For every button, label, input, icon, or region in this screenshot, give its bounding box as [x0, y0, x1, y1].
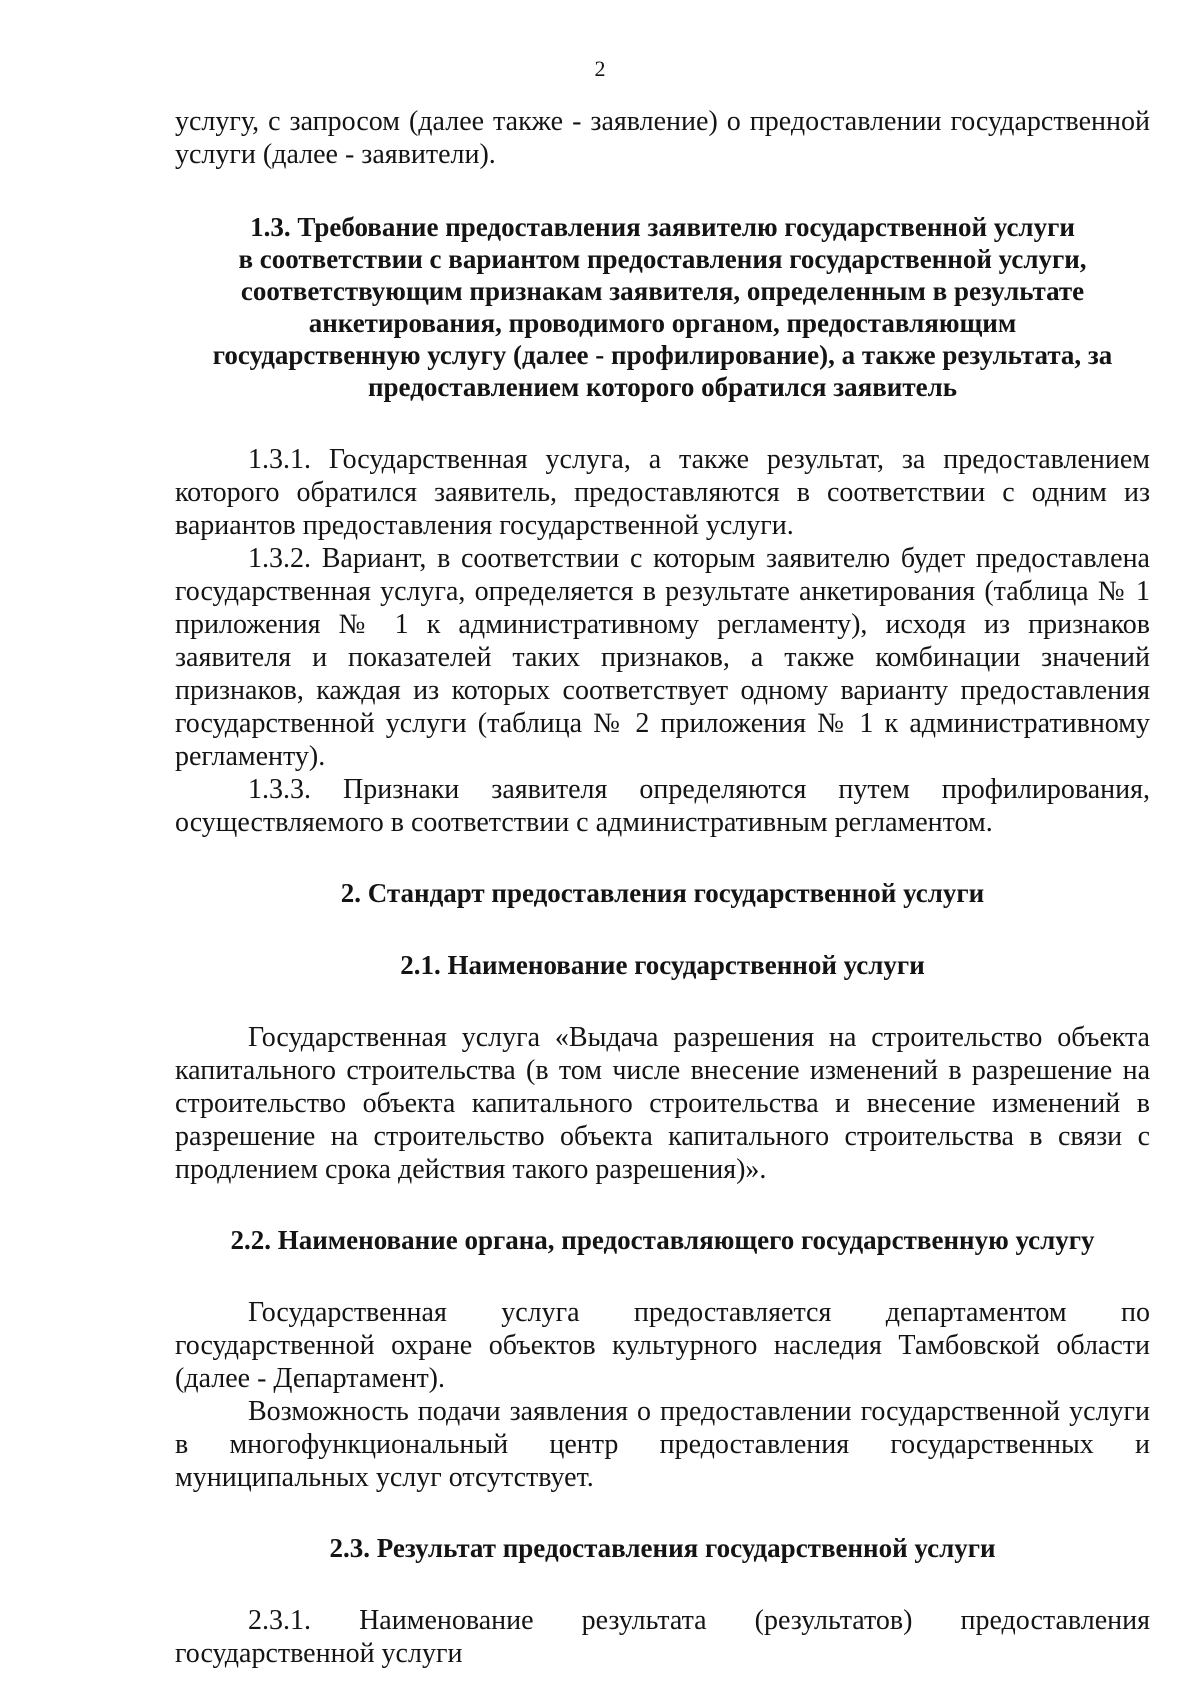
heading-2: 2. Стандарт предоставления государственной услуги — [340, 878, 985, 908]
heading-1-3-line: соответствующим признакам заявителя, определенным в результате — [240, 276, 1085, 306]
heading-1-3-line: 1.3. Требование предоставления заявителю государственной услуги — [250, 212, 1075, 242]
paragraph-2-3-1: 2.3.1. Наименование результата (результатов) предоставления государственной услуги — [175, 1605, 1150, 1669]
heading-1-3-line: государственную услугу (далее - профилирование), а также результата, за — [212, 340, 1113, 370]
paragraph-2-2-a: Государственная услуга предоставляется департаментом по государственной охране объектов культурного наследия Тамбовской области (далее - Департамент). — [175, 1297, 1150, 1394]
document-body — [175, 105, 1150, 1670]
heading-2-1: 2.1. Наименование государственной услуги — [400, 950, 925, 980]
paragraph-1-3-3: 1.3.3. Признаки заявителя определяются путем профилирования, осуществляемого в соответствии с административным регламентом. — [175, 774, 1150, 838]
paragraph-2-1: Государственная услуга «Выдача разрешения на строительство объекта капитального строительства (в том числе внесение изменений в разрешение на строительство объекта капитального строительства и внесение изменений в разрешение на строительство объекта капитального строительства в связи с продлением срока действия такого разрешения)». — [175, 1022, 1150, 1185]
heading-1-3 — [175, 211, 1150, 403]
paragraph-1-3-2: 1.3.2. Вариант, в соответствии с которым заявителю будет предоставлена государственная услуга, определяется в результате анкетирования (таблица № 1 приложения № 1 к административному регламенту), исходя из признаков заявителя и показателей таких признаков, а также комбинации значений признаков, каждая из которых соответствует одному варианту предоставления государственной услуги (таблица № 2 приложения № 1 к административному регламенту). — [175, 543, 1150, 772]
heading-1-3-line: анкетирования, проводимого органом, предоставляющим — [308, 308, 1017, 338]
paragraph-1-3-1: 1.3.1. Государственная услуга, а также результат, за предоставлением которого обратился заявитель, предоставляются в соответствии с одним из вариантов предоставления государственной услуги. — [175, 444, 1150, 541]
paragraph-2-2-b: Возможность подачи заявления о предоставлении государственной услуги в многофункциональный центр предоставления государственных и муниципальных услуг отсутствует. — [175, 1396, 1150, 1493]
intro-paragraph: услугу, с запросом (далее также - заявление) о предоставлении государственной услуги (далее - заявители). — [175, 106, 1150, 170]
heading-1-3-line: в соответствии с вариантом предоставления государственной услуги, — [238, 244, 1087, 274]
heading-2-3: 2.3. Результат предоставления государственной услуги — [329, 1533, 996, 1563]
heading-1-3-line: предоставлением которого обратился заявитель — [367, 372, 958, 402]
page-number: 2 — [594, 56, 606, 81]
heading-2-2: 2.2. Наименование органа, предоставляющего государственную услугу — [230, 1225, 1095, 1255]
